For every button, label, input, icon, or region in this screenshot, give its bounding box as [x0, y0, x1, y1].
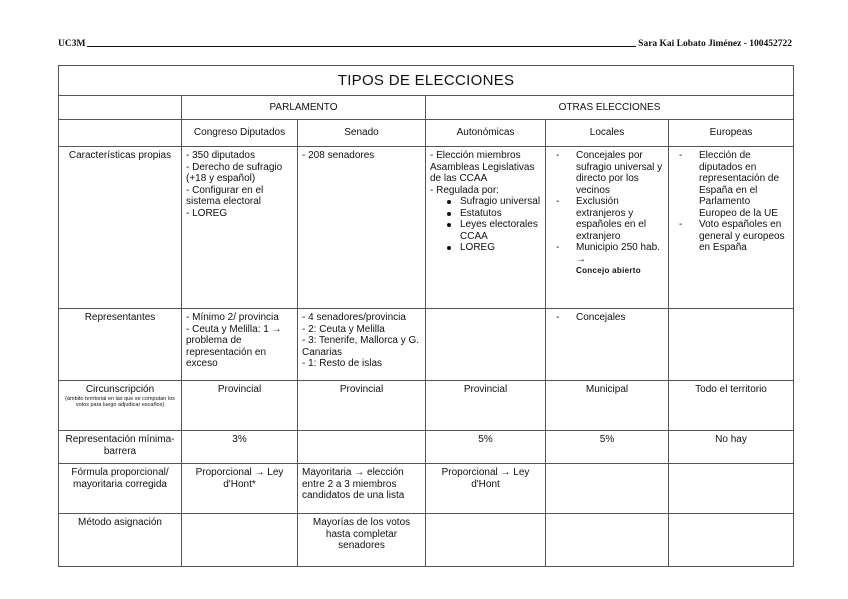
- cell-text: Mayorías de los votos hasta completar senadores: [312, 517, 411, 551]
- table-cell: [669, 514, 794, 567]
- table-cell: [182, 431, 298, 464]
- group-otras-elecciones: OTRAS ELECCIONES: [426, 96, 794, 120]
- table-cell: [298, 464, 426, 514]
- table-cell: [182, 147, 298, 309]
- cell-text: - Derecho de sufragio (+18 y español): [186, 161, 283, 184]
- table-cell: [669, 431, 794, 464]
- cell-text: Proporcional → Ley d'Hont*: [195, 467, 284, 490]
- cell-text: Provincial: [217, 384, 262, 395]
- cell-text: - 1: Resto de islas: [302, 358, 383, 369]
- table-row: [59, 431, 794, 464]
- row-label-cell: [59, 309, 182, 381]
- row-label-cell: [59, 381, 182, 431]
- table-cell: [546, 464, 669, 514]
- cell-text: Mayoritaria → elección entre 2 a 3 miembros candidatos de una lista: [302, 467, 405, 501]
- table-cell: [298, 431, 426, 464]
- cell-text: Provincial: [339, 384, 384, 395]
- cell-text: - 2: Ceuta y Melilla: [302, 323, 385, 335]
- row-label: Características propias: [68, 150, 172, 161]
- row-label: Circunscripción: [85, 384, 155, 395]
- row-label-note: (ámbito territorial en las que se computan los votos para luego adjudicar escaños): [65, 395, 175, 408]
- row-label: Fórmula proporcional/ mayoritaria corregida: [71, 467, 169, 490]
- cell-text: Proporcional → Ley d'Hont: [441, 467, 530, 490]
- page-header: [58, 37, 792, 49]
- dash-item: - Exclusión extranjeros y españoles en el extranjero: [550, 196, 664, 242]
- row-label-cell: [59, 431, 182, 464]
- bullet-item: Sufragio universal: [430, 196, 541, 208]
- column-header: Europeas: [669, 120, 794, 147]
- cell-text: Municipal: [585, 384, 629, 395]
- cell-text: - LOREG: [186, 207, 228, 219]
- cell-text: Todo el territorio: [695, 384, 767, 395]
- table-row: [59, 147, 794, 309]
- table-cell: [298, 381, 426, 431]
- table-cell: [426, 464, 546, 514]
- bullet-item: Estatutos: [430, 208, 541, 220]
- cell-text: - Configurar en el sistema electoral: [186, 184, 264, 207]
- table-title: TIPOS DE ELECCIONES: [59, 66, 794, 96]
- table-cell: [669, 147, 794, 309]
- cell-text: 5%: [478, 434, 493, 445]
- table-cell: [546, 381, 669, 431]
- table-cell: [669, 381, 794, 431]
- table-cell: [426, 309, 546, 381]
- cell-text: No hay: [715, 434, 747, 445]
- table-cell: [426, 431, 546, 464]
- table-cell: [426, 147, 546, 309]
- column-header: Congreso Diputados: [182, 120, 298, 147]
- table-cell: [298, 147, 426, 309]
- cell-text: - 3: Tenerife, Mallorca y G. Canarias: [302, 335, 420, 358]
- table-row: [59, 464, 794, 514]
- table-row: [59, 381, 794, 431]
- empty-corner: [59, 120, 182, 147]
- row-label: Método asignación: [78, 517, 162, 528]
- table-cell: [546, 309, 669, 381]
- dash-item: - Municipio 250 hab. →: [550, 242, 664, 265]
- header-left: UC3M: [58, 39, 86, 49]
- elections-table: [58, 65, 794, 567]
- cell-text: - 4 senadores/provincia: [302, 312, 406, 323]
- cell-text: - 350 diputados: [186, 150, 255, 161]
- cell-text: - Ceuta y Melilla: 1 → problema de representación en exceso: [186, 323, 282, 369]
- table-cell: [298, 514, 426, 567]
- dash-item: - Concejales: [550, 312, 664, 324]
- row-label: Representantes: [84, 312, 156, 323]
- table-cell: [426, 381, 546, 431]
- bullet-item: LOREG: [430, 242, 541, 254]
- cell-text: - Mínimo 2/ provincia: [186, 312, 279, 323]
- group-parlamento: PARLAMENTO: [182, 96, 426, 120]
- empty-corner: [59, 96, 182, 120]
- column-header: Locales: [546, 120, 669, 147]
- dash-item: - Elección de diputados en representación de España en el Parlamento Europeo de la UE: [673, 150, 789, 219]
- cell-text: - Elección miembros Asambleas Legislativas de las CCAA: [430, 150, 535, 184]
- cell-text: Provincial: [463, 384, 508, 395]
- table-row: [59, 514, 794, 567]
- row-label-cell: [59, 514, 182, 567]
- cell-text: Concejo abierto: [576, 266, 641, 275]
- column-header: Senado: [298, 120, 426, 147]
- header-author: Sara Kai Lobato Jiménez - 100452722: [638, 39, 792, 49]
- table-cell: [182, 464, 298, 514]
- row-label: Representación mínima-barrera: [65, 434, 175, 457]
- table-cell: [546, 514, 669, 567]
- cell-text: 5%: [599, 434, 615, 445]
- table-cell: [182, 309, 298, 381]
- cell-text: - 208 senadores: [302, 150, 375, 161]
- table-cell: [426, 514, 546, 567]
- dash-item: - Concejales por sufragio universal y directo por los vecinos: [550, 150, 664, 196]
- table-cell: [182, 381, 298, 431]
- cell-text: 3%: [232, 434, 247, 445]
- header-rule: [87, 46, 636, 47]
- table-cell: [182, 514, 298, 567]
- column-header: Autonómicas: [426, 120, 546, 147]
- dash-item: - Voto españoles en general y europeos en España: [673, 219, 789, 254]
- row-label-cell: [59, 147, 182, 309]
- row-label-cell: [59, 464, 182, 514]
- bullet-item: Leyes electorales CCAA: [430, 219, 541, 242]
- table-row: [59, 309, 794, 381]
- table-cell: [669, 464, 794, 514]
- table-cell: [298, 309, 426, 381]
- table-cell: [669, 309, 794, 381]
- table-cell: [546, 147, 669, 309]
- cell-text: - Regulada por:: [430, 184, 499, 196]
- table-cell: [546, 431, 669, 464]
